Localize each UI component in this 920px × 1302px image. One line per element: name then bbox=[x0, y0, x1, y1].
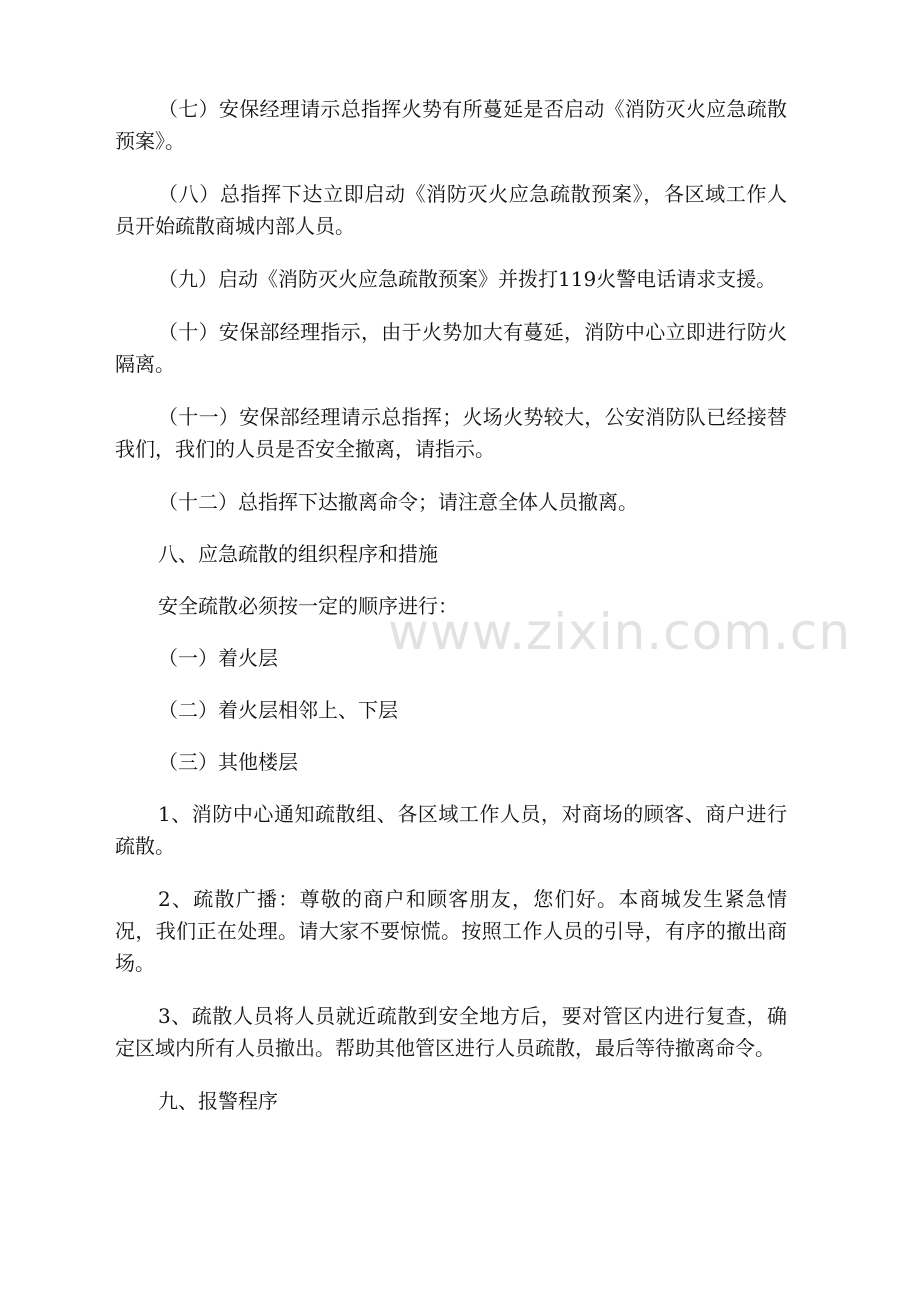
paragraph-evacuation-2: 2、疏散广播：尊敬的商户和顾客朋友，您们好。本商城发生紧急情况，我们正在处理。请大家不要惊慌。按照工作人员的引导，有序的撤出商场。 bbox=[115, 887, 787, 975]
paragraph-evacuation-order: 安全疏散必须按一定的顺序进行： bbox=[158, 594, 458, 618]
section-heading-alarm: 九、报警程序 bbox=[158, 1089, 278, 1113]
paragraph-evacuation-3: 3、疏散人员将人员就近疏散到安全地方后，要对管区内进行复查，确定区域内所有人员撤出。帮助其他管区进行人员疏散，最后等待撤离命令。 bbox=[115, 1004, 787, 1060]
document-body bbox=[115, 93, 787, 1117]
paragraph-step-7: （七）安保经理请示总指挥火势有所蔓延是否启动《消防灭火应急疏散预案》。 bbox=[115, 97, 787, 153]
list-item-adjacent-floors: （二）着火层相邻上、下层 bbox=[158, 698, 398, 722]
paragraph-step-10: （十）安保部经理指示，由于火势加大有蔓延，消防中心立即进行防火隔离。 bbox=[115, 320, 787, 376]
list-item-other-floors: （三）其他楼层 bbox=[158, 750, 298, 774]
paragraph-step-9: （九）启动《消防灭火应急疏散预案》并拨打119火警电话请求支援。 bbox=[158, 267, 777, 291]
paragraph-step-8: （八）总指挥下达立即启动《消防灭火应急疏散预案》，各区域工作人员开始疏散商城内部人员。 bbox=[115, 182, 787, 238]
paragraph-step-12: （十二）总指挥下达撤离命令；请注意全体人员撤离。 bbox=[158, 490, 638, 514]
paragraph-evacuation-1: 1、消防中心通知疏散组、各区域工作人员，对商场的顾客、商户进行疏散。 bbox=[115, 802, 787, 858]
section-heading-evacuation: 八、应急疏散的组织程序和措施 bbox=[158, 542, 438, 566]
list-item-fire-floor: （一）着火层 bbox=[158, 646, 278, 670]
watermark: www.zixin.com.cn bbox=[388, 603, 852, 661]
paragraph-step-11: （十一）安保部经理请示总指挥；火场火势较大，公安消防队已经接替我们，我们的人员是否安全撤离，请指示。 bbox=[115, 405, 787, 461]
